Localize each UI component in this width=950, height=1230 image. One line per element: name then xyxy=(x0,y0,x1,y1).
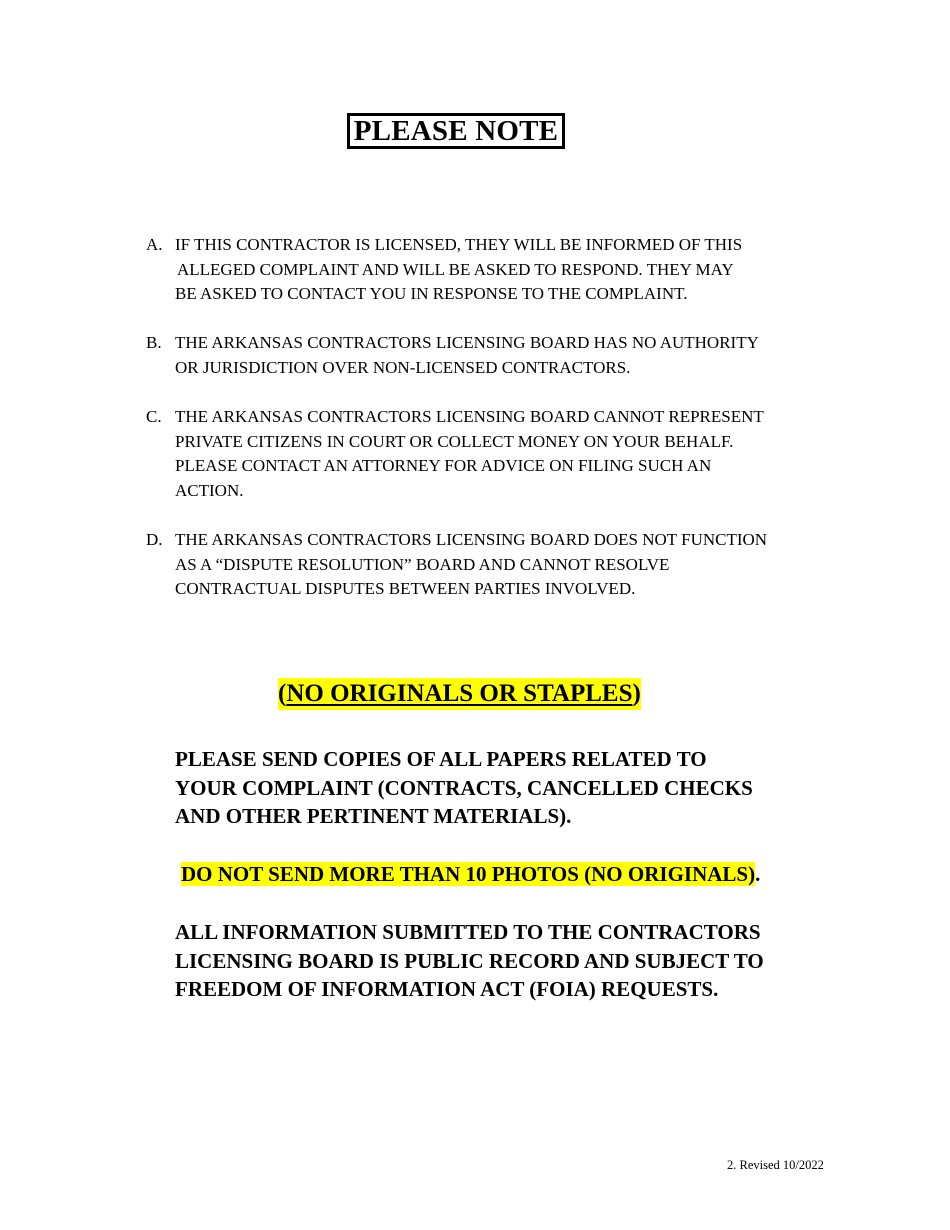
item-line: ALLEGED COMPLAINT AND WILL BE ASKED TO RESPOND. THEY MAY xyxy=(177,259,734,279)
notice-line: ALL INFORMATION SUBMITTED TO THE CONTRACTORS xyxy=(175,920,761,944)
photo-limit-notice: DO NOT SEND MORE THAN 10 PHOTOS (NO ORIGINALS). xyxy=(181,862,761,886)
item-line: ACTION. xyxy=(175,480,244,500)
item-label: B. xyxy=(146,333,162,352)
notice-line: LICENSING BOARD IS PUBLIC RECORD AND SUBJECT TO xyxy=(175,948,764,973)
notice-line: FREEDOM OF INFORMATION ACT (FOIA) REQUESTS. xyxy=(175,977,719,1001)
item-label: A. xyxy=(146,235,163,254)
item-label: D. xyxy=(146,530,163,549)
notice-item-a xyxy=(146,233,855,307)
item-line: OR JURISDICTION OVER NON-LICENSED CONTRACTORS. xyxy=(175,357,631,377)
please-note-title-box xyxy=(347,113,565,149)
notice-item-b xyxy=(146,331,855,380)
photo-limit-text: DO NOT SEND MORE THAN 10 PHOTOS (NO ORIGINALS) xyxy=(181,862,756,886)
instruction-line: YOUR COMPLAINT (CONTRACTS, CANCELLED CHECKS xyxy=(175,775,753,800)
item-line: THE ARKANSAS CONTRACTORS LICENSING BOARD HAS NO AUTHORITY xyxy=(175,333,759,352)
item-line: BE ASKED TO CONTACT YOU IN RESPONSE TO THE COMPLAINT. xyxy=(175,284,688,303)
instruction-line: AND OTHER PERTINENT MATERIALS). xyxy=(175,804,572,828)
item-line: CONTRACTUAL DISPUTES BETWEEN PARTIES INVOLVED. xyxy=(175,579,636,598)
item-line: THE ARKANSAS CONTRACTORS LICENSING BOARD CANNOT REPRESENT xyxy=(175,407,764,426)
send-copies-instructions xyxy=(175,745,753,831)
no-originals-heading: (NO ORIGINALS OR STAPLES) xyxy=(278,678,641,710)
public-record-notice xyxy=(175,918,764,1004)
instruction-line: PLEASE SEND COPIES OF ALL PAPERS RELATED TO xyxy=(175,747,707,771)
no-originals-text: NO ORIGINALS OR STAPLES xyxy=(286,680,633,707)
item-line: THE ARKANSAS CONTRACTORS LICENSING BOARD DOES NOT FUNCTION xyxy=(175,530,768,549)
item-line: IF THIS CONTRACTOR IS LICENSED, THEY WILL BE INFORMED OF THIS xyxy=(175,235,743,254)
item-line: AS A “DISPUTE RESOLUTION” BOARD AND CANNOT RESOLVE xyxy=(175,554,670,574)
page-footer-revision: 2. Revised 10/2022 xyxy=(727,1158,824,1172)
page-title: PLEASE NOTE xyxy=(353,114,559,147)
item-line: PLEASE CONTACT AN ATTORNEY FOR ADVICE ON FILING SUCH AN xyxy=(175,456,712,475)
item-label: C. xyxy=(146,407,162,426)
item-line: PRIVATE CITIZENS IN COURT OR COLLECT MONEY ON YOUR BEHALF. xyxy=(175,431,734,451)
notice-item-c xyxy=(146,405,855,503)
notice-item-d xyxy=(146,528,855,602)
